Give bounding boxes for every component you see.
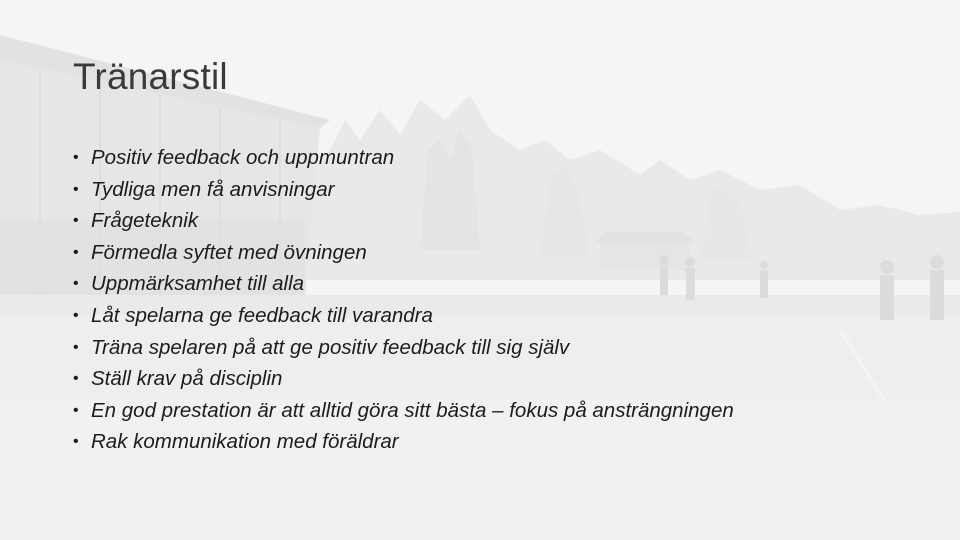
list-item: [73, 395, 734, 427]
bullet-icon: •: [73, 370, 79, 388]
list-item: [73, 174, 734, 206]
list-item: [73, 300, 734, 332]
bullet-icon: •: [73, 212, 79, 230]
bullet-icon: •: [73, 338, 79, 356]
list-item: [73, 363, 734, 395]
bullet-text: En god prestation är att alltid göra sitt bästa – fokus på ansträngningen: [91, 398, 734, 422]
bullet-icon: •: [73, 433, 79, 451]
list-item: [73, 332, 734, 364]
list-item: [73, 426, 734, 458]
bullet-icon: •: [73, 243, 79, 261]
bullet-text: Träna spelaren på att ge positiv feedback till sig själv: [91, 335, 570, 359]
bullet-icon: •: [73, 401, 79, 419]
bullet-icon: •: [73, 275, 79, 293]
bullet-text: Rak kommunikation med föräldrar: [91, 430, 399, 454]
slide-title: Tränarstil: [73, 56, 228, 97]
bullet-text: Förmedla syftet med övningen: [91, 240, 367, 264]
bullet-text: Låt spelarna ge feedback till varandra: [91, 303, 433, 327]
list-item: [73, 268, 734, 300]
bullet-text: Tydliga men få anvisningar: [91, 177, 335, 201]
bullet-text: Frågeteknik: [91, 209, 199, 233]
list-item: [73, 142, 734, 174]
bullet-icon: •: [73, 306, 79, 324]
bullet-icon: •: [73, 180, 79, 198]
bullet-list: [73, 142, 734, 458]
list-item: [73, 205, 734, 237]
bullet-icon: •: [73, 149, 79, 166]
bullet-text: Positiv feedback och uppmuntran: [91, 146, 395, 169]
bullet-text: Uppmärksamhet till alla: [91, 272, 305, 296]
list-item: [73, 237, 734, 269]
bullet-text: Ställ krav på disciplin: [91, 367, 283, 391]
